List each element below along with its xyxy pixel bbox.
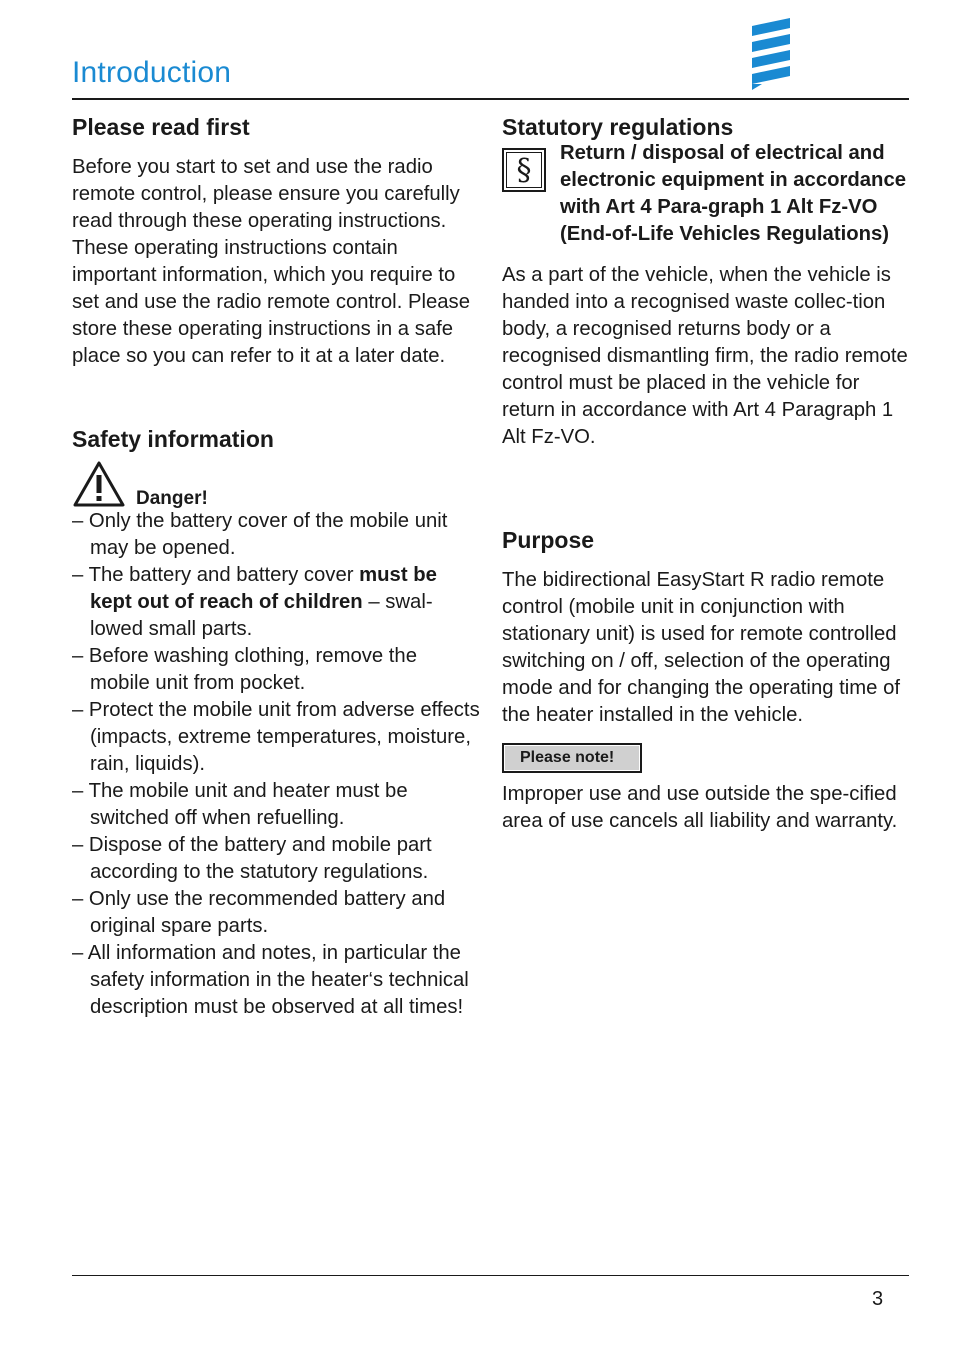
purpose-heading: Purpose <box>502 527 595 553</box>
list-item: – The mobile unit and heater must be switched off when refuelling. <box>72 778 482 832</box>
page-number: 3 <box>872 1288 884 1310</box>
brand-stripes-logo <box>748 16 794 92</box>
statutory-title: Return / disposal of electrical and electronic equipment in accordance with Art 4 Para-graph 1 Alt Fz-VO (End-of-Life Vehicles Regulations) <box>560 142 907 245</box>
list-item: – Only the battery cover of the mobile unit may be opened. <box>72 508 482 562</box>
warning-triangle-icon <box>72 460 126 508</box>
header-divider <box>72 98 909 100</box>
statutory-title-row <box>502 140 912 248</box>
list-item-emphasis: must be kept out of reach of children <box>90 564 437 613</box>
statutory-regulations-heading: Statutory regulations <box>502 114 734 140</box>
page-title: Introduction <box>72 56 232 89</box>
list-item: – All information and notes, in particular the safety information in the heater‘s technical description must be observed at all times! <box>72 940 482 1021</box>
please-note-badge: Please note! <box>502 743 642 773</box>
safety-information-heading: Safety information <box>72 426 274 452</box>
left-column <box>72 110 482 1021</box>
list-item: – Before washing clothing, remove the mobile unit from pocket. <box>72 643 482 697</box>
danger-label: Danger! <box>136 488 208 509</box>
paragraph-icon: § <box>502 148 546 192</box>
please-read-first-heading: Please read first <box>72 114 250 140</box>
list-item: – Dispose of the battery and mobile part according to the statutory regulations. <box>72 832 482 886</box>
list-item <box>72 562 482 643</box>
read-first-paragraph-2: These operating instructions contain important information, which you require to set and use the radio remote control. Please store these operating instructions in a safe place so you can refer to it at a later date. <box>72 237 470 367</box>
list-item-text: – swal-lowed small parts. <box>90 591 433 640</box>
list-item: – Protect the mobile unit from adverse effects (impacts, extreme temperatures, moisture, rain, liquids). <box>72 697 482 778</box>
list-item: – Only use the recommended battery and original spare parts. <box>72 886 482 940</box>
read-first-paragraph-1: Before you start to set and use the radio remote control, please ensure you carefully read through these operating instructions. <box>72 156 460 232</box>
right-column <box>502 110 912 835</box>
statutory-body: As a part of the vehicle, when the vehicle is handed into a recognised waste collec-tion body, a recognised returns body or a recognised dismantling firm, the radio remote control must be placed in the vehicle for return in accordance with Art 4 Paragraph 1 Alt Fz-VO. <box>502 264 908 448</box>
purpose-body: The bidirectional EasyStart R radio remote control (mobile unit in conjunction with stationary unit) is used for remote controlled switching on / off, selection of the operating mode and for changing the operating time of the heater installed in the vehicle. <box>502 569 900 726</box>
danger-header <box>72 460 482 508</box>
safety-list <box>72 508 482 1021</box>
footer-divider <box>72 1275 909 1276</box>
list-item-text: The battery and battery cover <box>88 564 360 586</box>
purpose-note-text: Improper use and use outside the spe-cified area of use cancels all liability and warranty. <box>502 783 898 832</box>
